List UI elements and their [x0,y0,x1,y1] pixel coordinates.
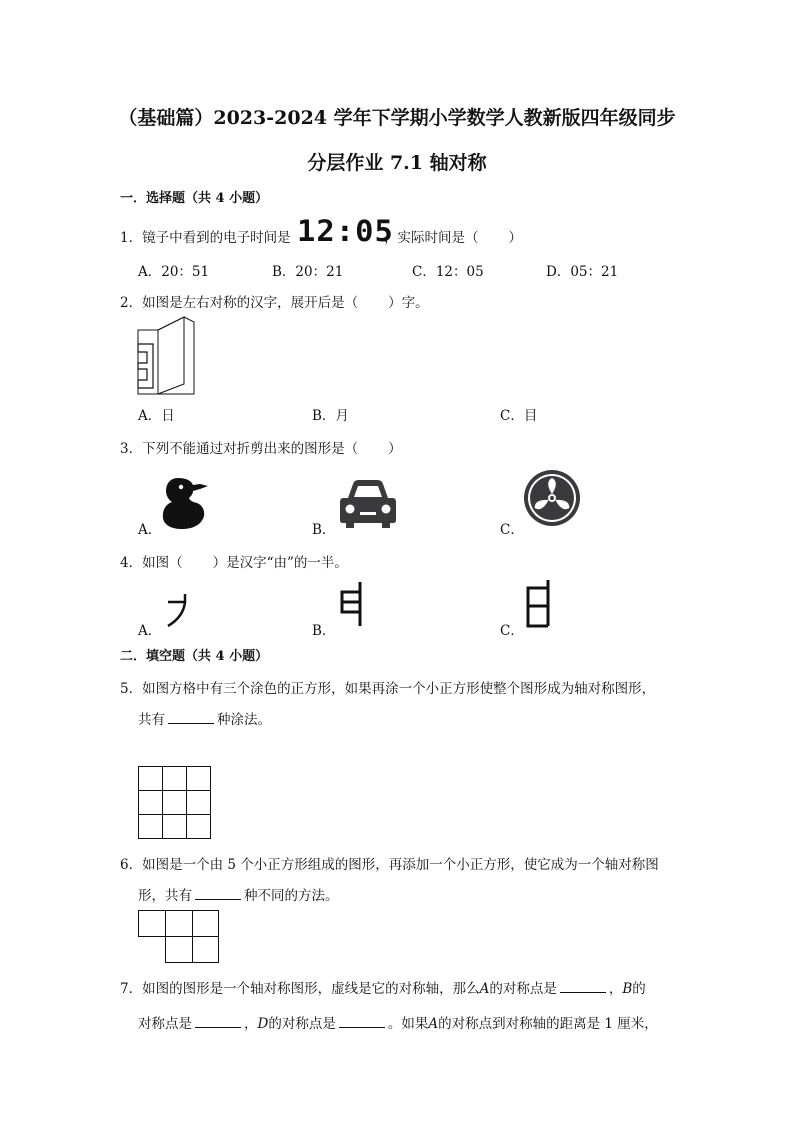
option-text: 月 [335,408,349,424]
option-letter: A． [138,264,162,280]
answer-blank[interactable] [560,980,606,993]
question-number: 2． [120,295,143,311]
section-heading-fill: 二．填空题（共 4 小题） [120,649,269,664]
option-b [312,404,349,424]
folded-paper-figure [136,314,198,396]
option-text: 20：51 [161,264,210,280]
answer-blank[interactable] [195,1015,241,1028]
point-label-d: D [257,1016,269,1032]
point-label-b: B [622,981,633,997]
option-b-label: B． [312,522,336,538]
half-character-b-figure [336,580,366,630]
question-number: 6． [120,857,143,873]
digital-clock-display: 12:05 [297,214,394,248]
question-text: ） [508,230,522,246]
question-4 [120,551,348,571]
option-text: 目 [523,408,538,424]
half-character-c-figure [524,578,554,630]
question-6-line2 [138,884,339,904]
point-label-a: A [479,981,490,997]
page-title-line1: （基础篇）2023-2024 学年下学期小学数学人教新版四年级同步 [118,107,676,129]
point-label-a: A [428,1016,439,1032]
option-text: 05：21 [570,264,619,280]
question-1-tail [384,226,522,246]
option-letter: D． [546,264,571,280]
option-c [500,404,537,424]
question-3 [120,437,402,457]
option-letter: A． [138,408,162,424]
question-text: 共有 [138,712,165,728]
option-a-label: A． [138,623,162,639]
grid-3x3-figure [138,766,212,840]
question-text: 对称点是 [138,1016,192,1032]
option-letter: B． [312,408,336,424]
question-5 [120,677,655,697]
half-character-a-figure [160,590,190,630]
question-1 [120,226,291,246]
option-b-label: B． [312,623,336,639]
option-b [272,260,343,280]
five-squares-figure [138,910,222,964]
question-text: 如图的图形是一个轴对称图形，虚线是它的对称轴，那么 [142,981,480,997]
question-text: 的对称点到对称轴的距离是 1 厘米， [438,1016,658,1032]
question-7-line2 [138,1012,658,1032]
question-text: ， [608,981,623,997]
option-d [546,260,618,280]
option-text: 日 [161,408,175,424]
car-icon [338,478,398,530]
question-text: 种不同的方法。 [244,888,339,904]
question-number: 7． [120,981,143,997]
question-number: 3． [120,441,143,457]
option-letter: B． [272,264,296,280]
answer-blank[interactable] [195,887,241,900]
section-heading-choice: 一．选择题（共 4 小题） [120,191,269,206]
option-text: 20：21 [295,264,344,280]
option-a [138,260,209,280]
question-number: 5． [120,681,143,697]
question-text: ） [388,441,402,457]
question-7 [120,977,646,997]
question-text: ，实际时间是（ [384,230,479,246]
duck-icon [160,474,210,530]
question-text: 镜子中看到的电子时间是 [142,230,291,246]
question-text: ）字。 [388,295,429,311]
question-number: 4． [120,555,143,571]
question-text: 的对称点是 [489,981,557,997]
option-letter: C． [412,264,436,280]
option-c-label: C． [500,522,524,538]
question-text: 如图是左右对称的汉字，展开后是（ [142,295,359,311]
question-text: 下列不能通过对折剪出来的图形是（ [142,441,359,457]
question-text: 如图方格中有三个涂色的正方形，如果再涂一个小正方形使整个图形成为轴对称图形， [142,681,656,697]
option-c [412,260,484,280]
option-text: 12：05 [435,264,484,280]
option-a-label: A． [138,522,162,538]
question-text: 种涂法。 [217,712,271,728]
option-letter: C． [500,408,524,424]
question-text: 形，共有 [138,888,192,904]
question-text: 的对称点是 [268,1016,336,1032]
answer-blank[interactable] [339,1015,385,1028]
question-text: 的 [632,981,646,997]
question-text: ， [244,1016,258,1032]
question-text: 。如果 [387,1016,429,1032]
question-5-line2 [138,708,271,728]
question-6 [120,853,659,873]
question-text: ）是汉字“由”的一半。 [212,555,348,571]
question-text: 如图是一个由 5 个小正方形组成的图形，再添加一个小正方形，使它成为一个轴对称图 [142,857,659,873]
option-c-label: C． [500,623,524,639]
option-a [138,404,175,424]
page-title-line2: 分层作业 7.1 轴对称 [307,152,487,174]
question-2 [120,291,429,311]
fan-icon [522,468,582,528]
answer-blank[interactable] [168,711,214,724]
question-text: 如图（ [142,555,183,571]
question-number: 1． [120,230,143,246]
